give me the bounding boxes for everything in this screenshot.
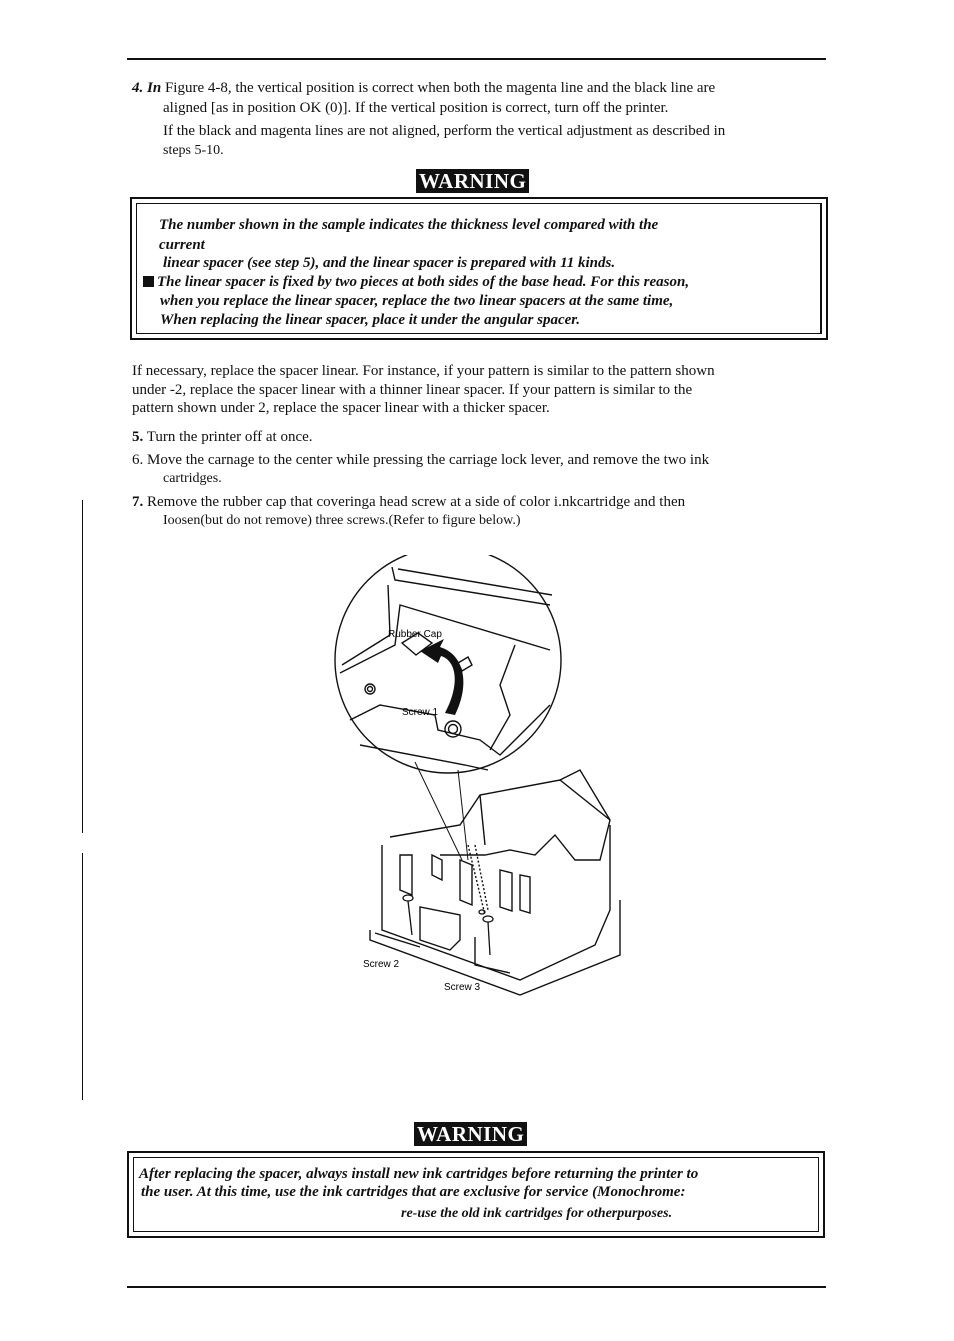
step5-text: Turn the printer off at once.: [146, 429, 313, 445]
para-line1: If necessary, replace the spacer linear. For instance, if your pattern is similar to the pattern shown: [132, 363, 715, 379]
label-screw3: Screw 3: [444, 982, 481, 993]
top-rule: [127, 58, 826, 60]
bottom-rule: [127, 1286, 826, 1288]
step7-text1: Remove the rubber cap that coveringa head screw at a side of color i.nkcartridge and then: [147, 494, 686, 510]
warning1-line2: current: [159, 237, 205, 253]
step6-line2: cartridges.: [163, 471, 222, 486]
printer-head-figure: [320, 555, 640, 1005]
magnified-detail-circle: [335, 555, 561, 773]
step7-number: 7.: [132, 494, 144, 510]
step7-line2: Ioosen(but do not remove) three screws.(Refer to figure below.): [163, 513, 521, 528]
warning2-title: WARNING: [414, 1122, 527, 1146]
step5: [132, 427, 313, 447]
warning1-title: WARNING: [416, 169, 529, 193]
printer-head-assembly: [370, 770, 620, 995]
warning1-line4: [143, 273, 689, 292]
label-rubber-cap: Rubber Cap: [388, 629, 442, 640]
step6-number: 6.: [132, 452, 144, 468]
step4-line1: [132, 78, 715, 98]
callout-lines: [415, 762, 468, 860]
step6-line1: [132, 450, 709, 470]
label-screw2: Screw 2: [363, 959, 400, 970]
margin-line-lower: [82, 853, 83, 1100]
warning2-line1: After replacing the spacer, always install new ink cartridges before returning the printer to: [139, 1166, 699, 1182]
bullet-square-icon: [143, 276, 154, 287]
warning2-line3: re-use the old ink cartridges for otherpurposes.: [401, 1206, 673, 1221]
warning1-line6: When replacing the linear spacer, place it under the angular spacer.: [160, 312, 581, 328]
step4-text1: Figure 4-8, the vertical position is correct when both the magenta line and the black line are: [164, 80, 716, 96]
warning1-line3: linear spacer (see step 5), and the linear spacer is prepared with 11 kinds.: [163, 255, 616, 271]
para-line2: under -2, replace the spacer linear with a thinner linear spacer. If your pattern is similar to the: [132, 382, 693, 398]
para-line3: pattern shown under 2, replace the spacer linear with a thicker spacer.: [132, 400, 550, 416]
step4-line2: aligned [as in position OK (0)]. If the vertical position is correct, turn off the printer.: [163, 100, 669, 116]
step5-number: 5.: [132, 429, 144, 445]
step4-line3: If the black and magenta lines are not aligned, perform the vertical adjustment as described in: [163, 123, 726, 139]
margin-line-upper: [82, 500, 83, 833]
step4-line4: steps 5-10.: [163, 143, 224, 158]
step4-number: 4. In: [132, 80, 162, 96]
step6-text1: Move the carnage to the center while pressing the carriage lock lever, and remove the two ink: [147, 452, 710, 468]
warning1-line1: The number shown in the sample indicates the thickness level compared with the: [159, 217, 659, 233]
label-screw1: Screw 1: [402, 707, 439, 718]
warning2-line2: the user. At this time, use the ink cartridges that are exclusive for service (Monochrome:: [141, 1184, 686, 1200]
warning1-line4-text: The linear spacer is fixed by two pieces at both sides of the base head. For this reason,: [157, 274, 690, 290]
warning1-line5: when you replace the linear spacer, replace the two linear spacers at the same time,: [160, 293, 674, 309]
step7-line1: [132, 492, 685, 512]
